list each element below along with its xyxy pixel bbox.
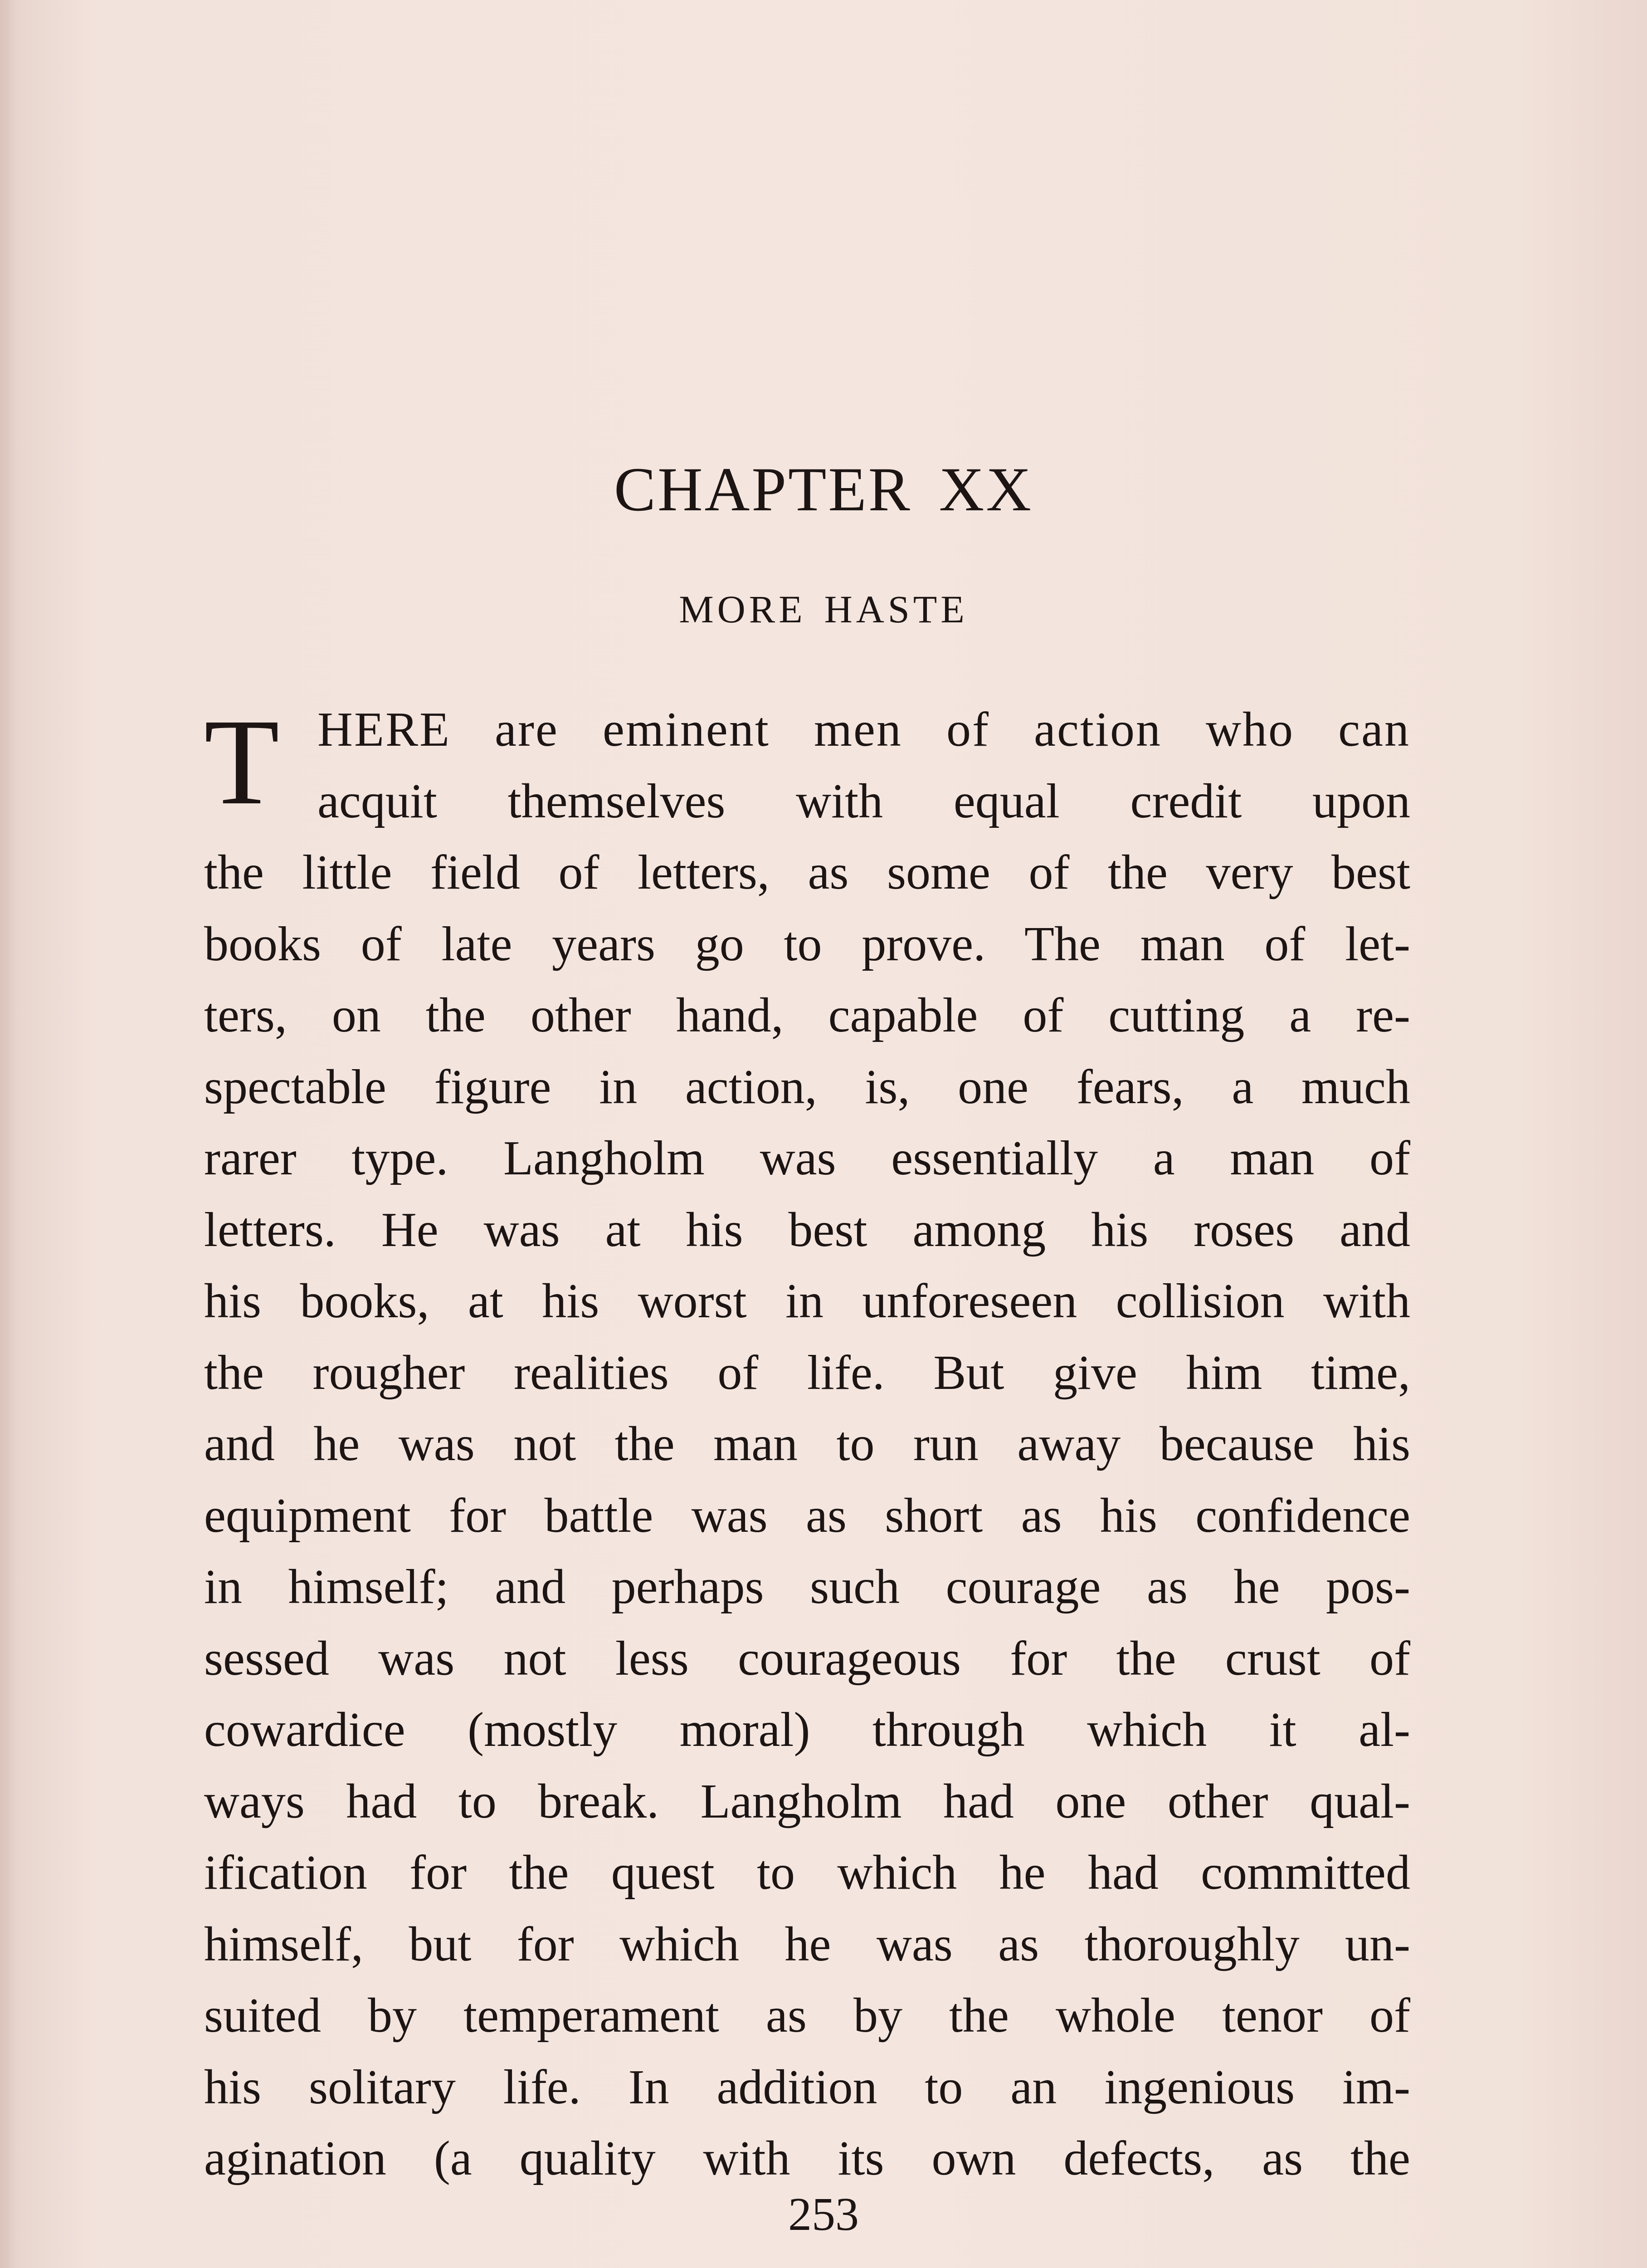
text-line-12: equipment for battle was as short as his confidence bbox=[204, 1488, 1410, 1543]
page-edge bbox=[0, 0, 18, 2268]
text-line-14: sessed was not less courageous for the crust of bbox=[204, 1631, 1410, 1686]
text-line-2: acquit themselves with equal credit upon bbox=[317, 774, 1410, 828]
subtitle-word-2: HASTE bbox=[824, 587, 968, 631]
text-line-4: books of late years go to prove. The man of let- bbox=[204, 917, 1410, 971]
text-line-11: and he was not the man to run away because his bbox=[204, 1417, 1410, 1471]
chapter-label: CHAPTER bbox=[614, 455, 912, 524]
text-line-10: the rougher realities of life. But give him time, bbox=[204, 1345, 1410, 1400]
subtitle-word-1: MORE bbox=[679, 587, 806, 631]
chapter-subtitle bbox=[0, 587, 1647, 631]
page-number: 253 bbox=[788, 2188, 859, 2240]
text-line-5: ters, on the other hand, capable of cutting a re- bbox=[204, 988, 1410, 1042]
text-line-9: his books, at his worst in unforeseen collision with bbox=[204, 1274, 1410, 1328]
text-line-1 bbox=[317, 694, 1410, 766]
first-line-text: HERE are eminent men of action who can bbox=[317, 703, 1410, 757]
text-line-16: ways had to break. Langholm had one other qual- bbox=[204, 1774, 1410, 1828]
chapter-number: XX bbox=[939, 455, 1033, 524]
text-line-13: in himself; and perhaps such courage as he pos- bbox=[204, 1560, 1410, 1614]
text-line-21: agination (a quality with its own defects, as the bbox=[204, 2131, 1410, 2185]
text-line-3: the little field of letters, as some of the very best bbox=[204, 846, 1410, 899]
text-line-15: cowardice (mostly moral) through which it al- bbox=[204, 1703, 1410, 1757]
text-line-17: ification for the quest to which he had committed bbox=[204, 1846, 1410, 1900]
body-text bbox=[204, 694, 1410, 2195]
text-line-18: himself, but for which he was as thoroughly un- bbox=[204, 1917, 1410, 1971]
text-line-7: rarer type. Langholm was essentially a man of bbox=[204, 1131, 1410, 1185]
text-line-6: spectable figure in action, is, one fears, a much bbox=[204, 1060, 1410, 1114]
chapter-heading bbox=[0, 455, 1647, 524]
drop-cap: T bbox=[204, 694, 280, 830]
text-line-19: suited by temperament as by the whole tenor of bbox=[204, 1989, 1410, 2043]
text-line-8: letters. He was at his best among his roses and bbox=[204, 1202, 1410, 1257]
text-line-20: his solitary life. In addition to an ingenious im- bbox=[204, 2060, 1410, 2114]
